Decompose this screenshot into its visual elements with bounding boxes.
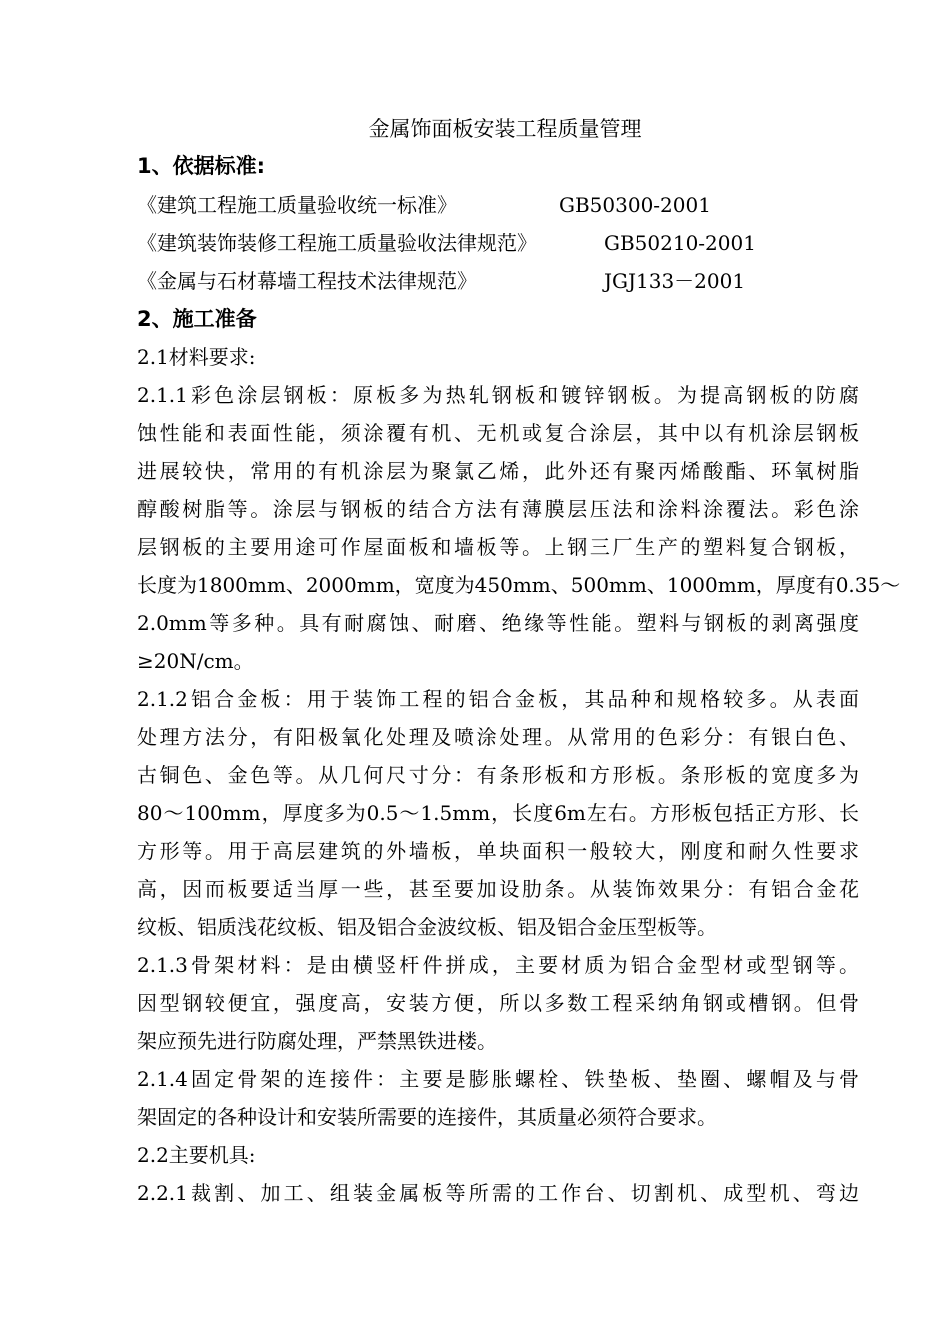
body-line: 高，因而板要适当厚一些，甚至要加设肋条。从装饰效果分：有铝合金花 (137, 877, 859, 901)
body-line: 2.1.2铝合金板：用于装饰工程的铝合金板，其品种和规格较多。从表面 (137, 687, 859, 711)
body-line: 2.1.1彩色涂层钢板：原板多为热轧钢板和镀锌钢板。为提高钢板的防腐 (137, 383, 859, 407)
body-line: 长度为1800mm、2000mm，宽度为450mm、500mm、1000mm，厚度有0.35～ (137, 573, 901, 597)
body-line: 古铜色、金色等。从几何尺寸分：有条形板和方形板。条形板的宽度多为 (137, 763, 859, 787)
body-line: 醇酸树脂等。涂层与钢板的结合方法有薄膜层压法和涂料涂覆法。彩色涂 (137, 497, 859, 521)
body-line: 2.2.1裁割、加工、组装金属板等所需的工作台、切割机、成型机、弯边 (137, 1181, 859, 1205)
body-line: 架固定的各种设计和安装所需要的连接件，其质量必须符合要求。 (137, 1105, 717, 1129)
body-line: 架应预先进行防腐处理，严禁黑铁进楼。 (137, 1029, 497, 1053)
reference-name: 《建筑工程施工质量验收统一标准》 (137, 193, 457, 217)
document-title: 金属饰面板安装工程质量管理 (368, 117, 642, 141)
section-heading-standards: 1、依据标准: (137, 154, 266, 178)
section-heading-preparation: 2、施工准备 (137, 307, 257, 331)
body-line: 因型钢较便宜，强度高，安装方便，所以多数工程采纳角钢或槽钢。但骨 (137, 991, 859, 1015)
body-line: 80～100mm，厚度多为0.5～1.5mm，长度6m左右。方形板包括正方形、长 (137, 801, 859, 825)
reference-code: GB50300-2001 (559, 193, 711, 217)
reference-name: 《建筑装饰装修工程施工质量验收法律规范》 (137, 231, 537, 255)
body-line: 进展较快，常用的有机涂层为聚氯乙烯，此外还有聚丙烯酸酯、环氧树脂 (137, 459, 859, 483)
body-line: 2.1.4固定骨架的连接件：主要是膨胀螺栓、铁垫板、垫圈、螺帽及与骨 (137, 1067, 859, 1091)
body-line: 2.2主要机具: (137, 1143, 256, 1167)
body-line: ≥20N/cm。 (137, 649, 254, 673)
body-line: 方形等。用于高层建筑的外墙板，单块面积一般较大，刚度和耐久性要求 (137, 839, 859, 863)
body-line: 处理方法分，有阳极氧化处理及喷涂处理。从常用的色彩分：有银白色、 (137, 725, 859, 749)
body-line: 纹板、铝质浅花纹板、铝及铝合金波纹板、铝及铝合金压型板等。 (137, 915, 717, 939)
body-line: 蚀性能和表面性能，须涂覆有机、无机或复合涂层，其中以有机涂层钢板 (137, 421, 859, 445)
body-line: 2.0mm等多种。具有耐腐蚀、耐磨、绝缘等性能。塑料与钢板的剥离强度 (137, 611, 859, 635)
reference-name: 《金属与石材幕墙工程技术法律规范》 (137, 269, 477, 293)
body-line: 2.1材料要求: (137, 345, 256, 369)
reference-code: GB50210-2001 (604, 231, 756, 255)
body-line: 层钢板的主要用途可作屋面板和墙板等。上钢三厂生产的塑料复合钢板， (137, 535, 859, 559)
body-line: 2.1.3骨架材料：是由横竖杆件拼成，主要材质为铝合金型材或型钢等。 (137, 953, 859, 977)
reference-code: JGJ133－2001 (604, 269, 746, 293)
